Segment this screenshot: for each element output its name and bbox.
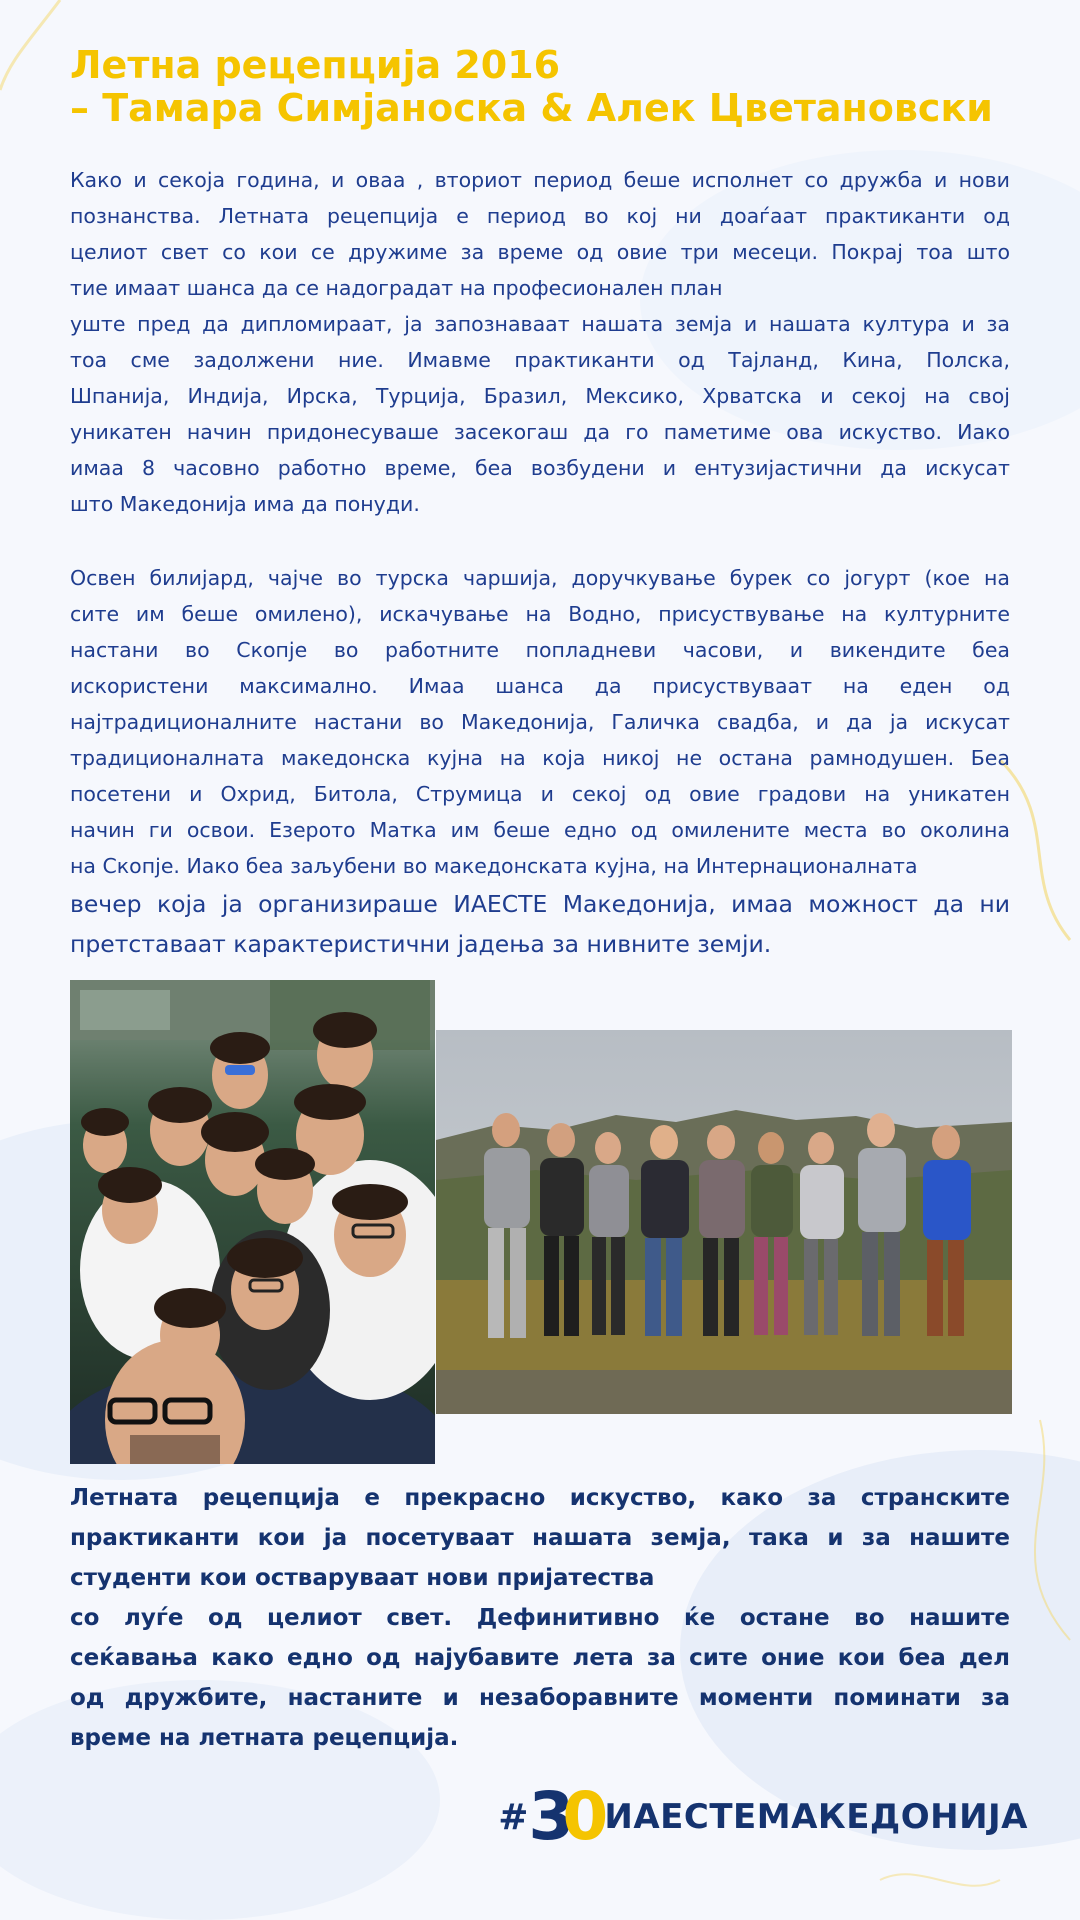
paragraph-line: познанства. Летната рецепција е период во кој ни доаѓаат практиканти од <box>70 204 1010 228</box>
paragraph-line: претставаат карактеристични јадења за нивните земји. <box>70 930 772 958</box>
closing-line: практиканти кои ја посетуваат нашата земја, така и за нашите <box>70 1525 1010 1551</box>
closing-line: со луѓе од целиот свет. Дефинитивно ќе остане во нашите <box>70 1605 1010 1631</box>
paragraph-line: целиот свет со кои се дружиме за време од овие три месеци. Покрај тоа што <box>70 240 1010 264</box>
logo-zero: 0 <box>562 1778 609 1855</box>
paragraph-line: имаа 8 часовно работно време, беа возбудени и ентузијастични да искусат <box>70 456 1010 480</box>
paragraph-line: Шпанија, Индија, Ирска, Турција, Бразил, Мексико, Хрватска и секој на свој <box>70 384 1010 408</box>
paragraph-line: уште пред да дипломираат, ја запознаваат нашата земја и нашата култура и за <box>70 312 1010 336</box>
paragraph-line: најтрадиционалните настани во Македонија, Галичка свадба, и да ја искусат <box>70 710 1010 734</box>
paragraph-line: посетени и Охрид, Битола, Струмица и секој од овие градови на уникатен <box>70 782 1010 806</box>
paragraph-line: Освен билијард, чајче во турска чаршија, доручкување бурек со јогурт (кое на <box>70 566 1010 590</box>
closing-paragraph <box>70 1478 1010 1758</box>
logo-30-mark <box>526 1778 609 1855</box>
page-title <box>70 44 1030 130</box>
paragraph-2 <box>70 560 1010 964</box>
closing-line: Летната рецепција е прекрасно искуство, како за странските <box>70 1485 1010 1511</box>
paragraph-line: тие имаат шанса да се надоградат на професионален план <box>70 276 723 300</box>
logo-hash: # <box>498 1796 529 1838</box>
closing-line: студенти кои остваруваат нови пријатества <box>70 1565 655 1591</box>
iaeste-macedonia-logo <box>498 1778 1028 1855</box>
paragraph-line: начин ги освои. Езерото Матка им беше едно од омилените места во околина <box>70 818 1010 842</box>
title-line-1: Летна рецепција 2016 <box>70 43 561 87</box>
paragraph-line: искористени максимално. Имаа шанса да присуствуваат на еден од <box>70 674 1010 698</box>
paragraph-line: што Македонија има да понуди. <box>70 492 420 516</box>
paragraph-line: сите им беше омилено), искачување на Водно, присуствување на културните <box>70 602 1010 626</box>
paragraph-line: настани во Скопје во работните попладневи часови, и викендите беа <box>70 638 1010 662</box>
group-hillside-photo <box>436 1030 1012 1414</box>
selfie-group-photo <box>70 980 435 1464</box>
logo-wordmark: ИАЕСТЕМАКЕДОНИЈА <box>604 1797 1028 1837</box>
paragraph-line: уникатен начин придонесуваше засекогаш да го паметиме ова искуство. Иако <box>70 420 1010 444</box>
title-line-2: – Тамара Симјаноска & Алек Цветановски <box>70 86 993 130</box>
closing-line: од дружбите, настаните и незаборавните моменти поминати за <box>70 1685 1010 1711</box>
paragraph-line: вечер која ја организираше ИАЕСТЕ Македонија, имаа можност да ни <box>70 890 1010 918</box>
paragraph-line: на Скопје. Иако беа заљубени во македонската кујна, на Интернационалната <box>70 854 918 878</box>
closing-line: време на летната рецепција. <box>70 1725 459 1751</box>
closing-line: сеќавања како едно од најубавите лета за сите оние кои беа дел <box>70 1645 1010 1671</box>
logo-three: 3 <box>528 1778 575 1855</box>
paragraph-1 <box>70 162 1010 522</box>
paragraph-line: Како и секоја година, и оваа , вториот период беше исполнет со дружба и нови <box>70 168 1010 192</box>
paragraph-line: тоа сме задолжени ние. Имавме практиканти од Тајланд, Кина, Полска, <box>70 348 1010 372</box>
paragraph-line: традиционалната македонска кујна на која никој не остана рамнодушен. Беа <box>70 746 1010 770</box>
